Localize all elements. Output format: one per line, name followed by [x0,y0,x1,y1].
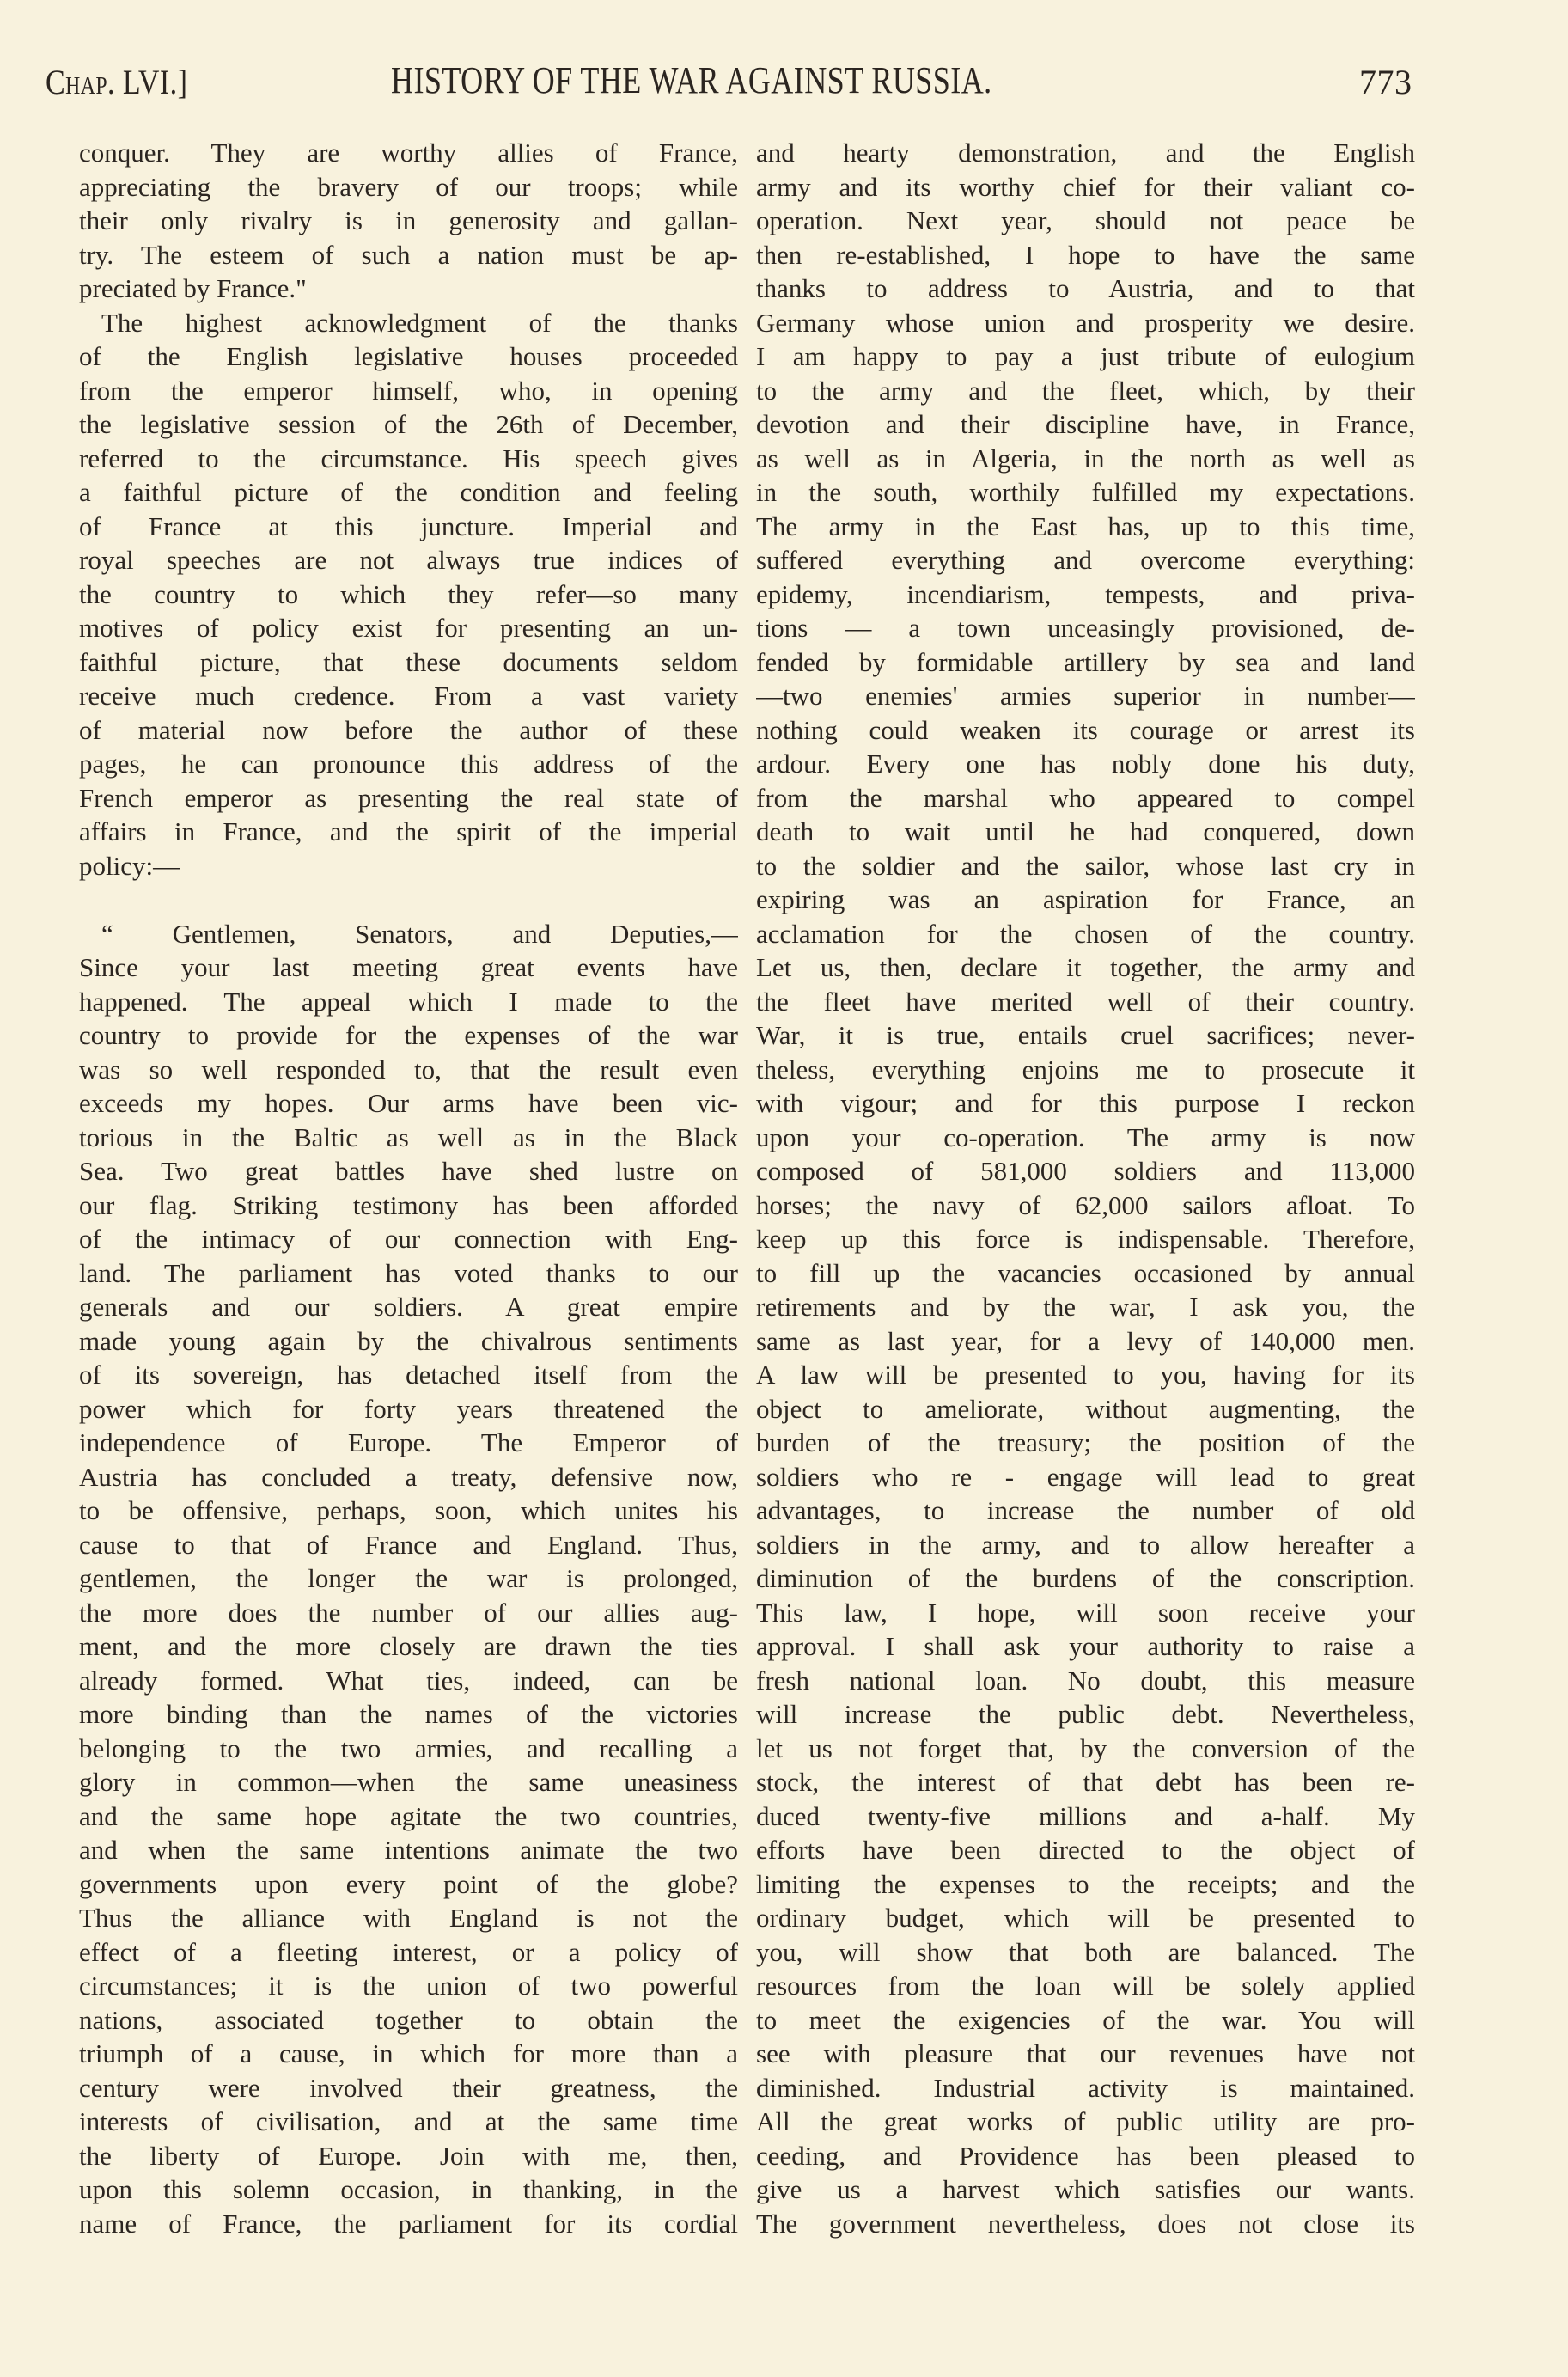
text-line: of the intimacy of our connection with Eng- [79,1224,738,1254]
text-line: upon your co-operation. The army is now [756,1121,1415,1152]
text-line: from the emperor himself, who, in opening [79,375,738,406]
text-line: in the south, worthily fulfilled my expectations. [756,477,1415,507]
text-line: a faithful picture of the condition and feeling [79,477,738,507]
text-line: retirements and by the war, I ask you, the [756,1292,1415,1322]
text-line: nations, associated together to obtain the [79,2004,738,2035]
text-line: preciated by France." [79,273,307,303]
text-line: “ Gentlemen, Senators, and Deputies,— [101,918,738,949]
text-line: interests of civilisation, and at the same time [79,2106,738,2136]
text-line: our flag. Striking testimony has been afforded [79,1189,738,1220]
text-line: ardour. Every one has nobly done his duty, [756,749,1415,779]
text-line: receive much credence. From a vast variety [79,681,738,711]
text-line: more binding than the names of the victories [79,1699,738,1729]
text-line: advantages, to increase the number of old [756,1495,1415,1525]
text-line: give us a harvest which satisfies our wants. [756,2174,1415,2204]
text-line: ment, and the more closely are drawn the ties [79,1631,738,1661]
text-line: of France at this juncture. Imperial and [79,510,738,541]
text-line: efforts have been directed to the object of [756,1835,1415,1865]
text-line: Austria has concluded a treaty, defensive now, [79,1461,738,1492]
text-line: diminished. Industrial activity is maintained. [756,2072,1415,2103]
text-line: their only rivalry is in generosity and gallan- [79,205,738,235]
text-line: of its sovereign, has detached itself from the [79,1360,738,1390]
text-line: limiting the expenses to the receipts; and the [756,1868,1415,1899]
text-line: country to provide for the expenses of the war [79,1020,738,1050]
text-line: suffered everything and overcome everything: [756,545,1415,575]
text-line: made young again by the chivalrous sentiments [79,1325,738,1356]
paragraph [79,917,738,2241]
text-line: French emperor as presenting the real state of [79,782,738,813]
text-line: death to wait until he had conquered, down [756,816,1415,846]
text-line: operation. Next year, should not peace be [756,205,1415,235]
text-line: to meet the exigencies of the war. You will [756,2004,1415,2035]
text-line: effect of a fleeting interest, or a policy of [79,1936,738,1967]
text-line: generals and our soldiers. A great empire [79,1292,738,1322]
text-line: torious in the Baltic as well as in the Black [79,1121,738,1152]
text-line: land. The parliament has voted thanks to our [79,1257,738,1288]
text-line: fresh national loan. No doubt, this measure [756,1665,1415,1696]
text-line: of the English legislative houses proceeded [79,341,738,371]
text-line: The highest acknowledgment of the thanks [101,307,738,338]
text-line: the country to which they refer—so many [79,578,738,609]
text-line: object to ameliorate, without augmenting, the [756,1393,1415,1424]
chapter-label: Chap. LVI.] [46,63,188,101]
text-line: tions — a town unceasingly provisioned, de- [756,613,1415,643]
text-line: glory in common—when the same uneasiness [79,1767,738,1797]
text-line: duced twenty-five millions and a-half. My [756,1800,1415,1831]
text-line: name of France, the parliament for its cordial [79,2208,738,2239]
text-line: circumstances; it is the union of two powerful [79,1971,738,2001]
text-line: and the same hope agitate the two countries, [79,1800,738,1831]
text-line: the fleet have merited well of their country. [756,986,1415,1017]
text-line: Germany whose union and prosperity we desire. [756,307,1415,338]
text-line: belonging to the two armies, and recalling a [79,1732,738,1763]
text-line: thanks to address to Austria, and to that [756,273,1415,303]
text-line: The army in the East has, up to this time, [756,510,1415,541]
text-line: Since your last meeting great events have [79,952,738,982]
text-line: already formed. What ties, indeed, can be [79,1665,738,1696]
text-line: gentlemen, the longer the war is prolonged, [79,1563,738,1593]
text-line: to fill up the vacancies occasioned by annual [756,1257,1415,1288]
text-line: motives of policy exist for presenting an un- [79,613,738,643]
text-line: Thus the alliance with England is not the [79,1903,738,1933]
text-line: to be offensive, perhaps, soon, which unites his [79,1495,738,1525]
running-title: HISTORY OF THE WAR AGAINST RUSSIA. [391,59,992,101]
text-line: the more does the number of our allies aug- [79,1597,738,1628]
text-line: with vigour; and for this purpose I reckon [756,1088,1415,1118]
text-line: All the great works of public utility are pro- [756,2106,1415,2136]
text-line: let us not forget that, by the conversion of the [756,1732,1415,1763]
text-line: conquer. They are worthy allies of France, [79,137,738,168]
text-line: then re-established, I hope to have the same [756,239,1415,270]
text-line: keep up this force is indispensable. Therefore, [756,1224,1415,1254]
text-line: expiring was an aspiration for France, an [756,884,1415,914]
text-line: as well as in Algeria, in the north as well as [756,443,1415,474]
text-line: see with pleasure that our revenues have not [756,2038,1415,2068]
text-line: army and its worthy chief for their valiant co- [756,171,1415,202]
text-line: and hearty demonstration, and the English [756,137,1415,168]
text-line: governments upon every point of the globe? [79,1868,738,1899]
text-line: royal speeches are not always true indices of [79,545,738,575]
text-line: nothing could weaken its courage or arrest its [756,714,1415,745]
text-line: try. The esteem of such a nation must be ap- [79,239,738,270]
left-column [79,136,738,2240]
text-line: I am happy to pay a just tribute of eulogium [756,341,1415,371]
text-line: composed of 581,000 soldiers and 113,000 [756,1156,1415,1186]
text-line: will increase the public debt. Nevertheless, [756,1699,1415,1729]
text-line: acclamation for the chosen of the country. [756,918,1415,949]
text-line: The government nevertheless, does not close its [756,2208,1415,2239]
text-line: century were involved their greatness, the [79,2072,738,2103]
text-line: triumph of a cause, in which for more than a [79,2038,738,2068]
text-line: independence of Europe. The Emperor of [79,1427,738,1457]
text-line: soldiers in the army, and to allow hereafter a [756,1529,1415,1560]
text-line: to the soldier and the sailor, whose last cry in [756,850,1415,881]
text-line: Let us, then, declare it together, the army and [756,952,1415,982]
text-line: affairs in France, and the spirit of the imperial [79,816,738,846]
text-line: and when the same intentions animate the two [79,1835,738,1865]
text-line: This law, I hope, will soon receive your [756,1597,1415,1628]
text-line: same as last year, for a levy of 140,000 men. [756,1325,1415,1356]
paragraph [79,136,738,306]
right-column [756,136,1415,2240]
text-line: War, it is true, entails cruel sacrifices; never- [756,1020,1415,1050]
page-number: 773 [1359,63,1412,101]
text-line: burden of the treasury; the position of the [756,1427,1415,1457]
text-line: appreciating the bravery of our troops; while [79,171,738,202]
text-line: happened. The appeal which I made to the [79,986,738,1017]
text-line: upon this solemn occasion, in thanking, in the [79,2174,738,2204]
text-line: cause to that of France and England. Thus, [79,1529,738,1560]
text-line: A law will be presented to you, having for its [756,1360,1415,1390]
text-line: from the marshal who appeared to compel [756,782,1415,813]
paragraph [79,306,738,883]
text-line: diminution of the burdens of the conscription. [756,1563,1415,1593]
text-line: epidemy, incendiarism, tempests, and priva- [756,578,1415,609]
text-line: approval. I shall ask your authority to raise a [756,1631,1415,1661]
text-line: theless, everything enjoins me to prosecute it [756,1054,1415,1085]
text-line: to the army and the fleet, which, by their [756,375,1415,406]
text-line: the liberty of Europe. Join with me, then, [79,2140,738,2171]
text-line: fended by formidable artillery by sea and land [756,646,1415,677]
text-line: soldiers who re - engage will lead to great [756,1461,1415,1492]
text-line: ordinary budget, which will be presented to [756,1903,1415,1933]
text-line: the legislative session of the 26th of December, [79,409,738,439]
text-line: power which for forty years threatened the [79,1393,738,1424]
text-line: pages, he can pronounce this address of the [79,749,738,779]
text-line: exceeds my hopes. Our arms have been vic- [79,1088,738,1118]
text-line: devotion and their discipline have, in France, [756,409,1415,439]
text-line: faithful picture, that these documents seldom [79,646,738,677]
text-line: of material now before the author of these [79,714,738,745]
paragraph [756,136,1415,2240]
paragraph-gap [79,883,738,917]
text-line: resources from the loan will be solely applied [756,1971,1415,2001]
text-line: ceeding, and Providence has been pleased to [756,2140,1415,2171]
text-line: horses; the navy of 62,000 sailors afloat. To [756,1189,1415,1220]
text-line: stock, the interest of that debt has been re- [756,1767,1415,1797]
text-line: policy:— [79,850,180,881]
text-line: referred to the circumstance. His speech gives [79,443,738,474]
text-line: —two enemies' armies superior in number— [756,681,1415,711]
text-line: you, will show that both are balanced. The [756,1936,1415,1967]
text-line: Sea. Two great battles have shed lustre on [79,1156,738,1186]
text-line: was so well responded to, that the result even [79,1054,738,1085]
